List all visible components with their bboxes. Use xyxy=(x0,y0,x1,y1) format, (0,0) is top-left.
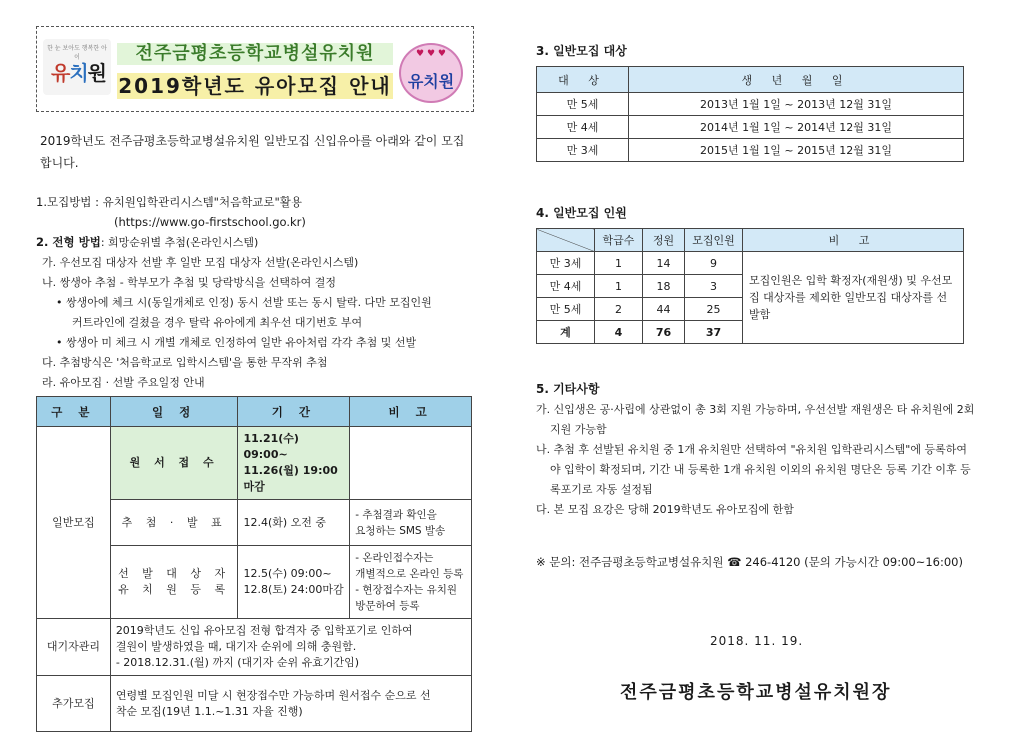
quota-header: 학급수 xyxy=(595,229,643,252)
schedule-table xyxy=(36,396,472,732)
waitlist-label: 대기자관리 xyxy=(37,619,111,676)
logo-tagline: 한 눈 보아도 행복한 아이 xyxy=(47,45,107,61)
quota-header: 모집인원 xyxy=(685,229,743,252)
note-line: 방문하여 등록 xyxy=(355,600,420,612)
lottery-step: 추 첨 · 발 표 xyxy=(110,500,238,546)
capacity-cell: 44 xyxy=(643,298,685,321)
notice-title: 2019학년도 유아모집 안내 xyxy=(118,74,392,98)
age-cell: 만 3세 xyxy=(537,252,595,275)
extra-line: 착순 모집(19년 1.1.~1.31 자율 진행) xyxy=(115,704,303,718)
twins-rule-1-cont: 커트라인에 걸쳤을 경우 탈락 유아에게 최우선 대기번호 부여 xyxy=(72,316,363,329)
class-count-cell: 1 xyxy=(595,252,643,275)
note-line: - 현장접수자는 유치원 xyxy=(355,584,458,596)
recruit-count-cell: 9 xyxy=(685,252,743,275)
step-line: 선 발 대 상 자 xyxy=(118,567,231,580)
schedule-header: 일 정 xyxy=(110,397,238,427)
general-group-cell: 일반모집 xyxy=(37,427,111,619)
waitlist-line: - 2018.12.31.(월) 까지 (대기자 순위 유효기간임) xyxy=(115,656,360,669)
waitlist-content xyxy=(110,619,471,676)
age-cell: 만 3세 xyxy=(537,139,629,162)
waitlist-line: 2019학년도 신입 유아모집 전형 합격자 중 입학포기로 인하여 xyxy=(115,624,413,637)
logo-right-label: 유치원 xyxy=(407,72,455,91)
birth-range-cell: 2015년 1월 1일 ~ 2015년 12월 31일 xyxy=(629,139,964,162)
table-row xyxy=(537,252,964,275)
recruit-count-cell: 25 xyxy=(685,298,743,321)
quota-header-row xyxy=(537,229,964,252)
table-row xyxy=(537,116,964,139)
recruit-method xyxy=(36,192,432,393)
registration-period xyxy=(238,546,350,619)
birth-range-cell: 2014년 1월 1일 ~ 2014년 12월 31일 xyxy=(629,116,964,139)
etc-item-c: 다. 본 모집 요강은 당해 2019학년도 유아모집에 한함 xyxy=(536,503,794,516)
schedule-header-row xyxy=(37,397,472,427)
period-end: 12.8(토) 24:00마감 xyxy=(243,583,344,596)
total-label-cell: 계 xyxy=(537,321,595,344)
application-note xyxy=(350,427,472,500)
age-cell: 만 4세 xyxy=(537,116,629,139)
school-title: 전주금평초등학교병설유치원 xyxy=(117,43,393,65)
capacity-cell: 14 xyxy=(643,252,685,275)
quota-header: 비 고 xyxy=(743,229,964,252)
step-line: 유 치 원 등 록 xyxy=(118,583,231,596)
logo-wordmark: 유치원 xyxy=(51,61,106,85)
schedule-header: 구 분 xyxy=(37,397,111,427)
target-header: 대 상 xyxy=(537,67,629,93)
intro-text: 2019학년도 전주금평초등학교병설유치원 일반모집 신입유아를 아래와 같이 모집합니다. xyxy=(40,134,465,170)
left-column xyxy=(36,20,474,720)
twins-rule-1: • 쌍생아에 체크 시(동일개체로 인정) 동시 선발 또는 동시 탈락. 다만 모집인원 xyxy=(56,296,432,309)
age-cell: 만 5세 xyxy=(537,298,595,321)
twins-rule-2: • 쌍생아 미 체크 시 개별 개체로 인정하여 일반 유아처럼 각각 추첨 및 선발 xyxy=(56,336,417,349)
period-end: 11.26(월) 19:00마감 xyxy=(243,464,338,493)
schedule-header: 기 간 xyxy=(238,397,350,427)
extra-label: 추가모집 xyxy=(37,676,111,732)
note-line: 요청하는 SMS 발송 xyxy=(355,524,446,537)
note-line: 개별적으로 온라인 등록 xyxy=(355,568,464,580)
application-step: 원 서 접 수 xyxy=(110,427,238,500)
selection-text: : 희망순위별 추첨(온라인시스템) xyxy=(100,236,259,249)
method-item-d: 라. 유아모집 · 선발 주요일정 안내 xyxy=(42,376,205,389)
method-item-b: 나. 쌍생아 추첨 - 학부모가 추첨 및 당락방식을 선택하여 결정 xyxy=(42,276,336,289)
period-start: 12.5(수) 09:00~ xyxy=(243,567,332,580)
table-row xyxy=(37,676,472,732)
principal-signature: 전주금평초등학교병설유치원장 xyxy=(620,682,892,703)
note-line: - 추첨결과 확인을 xyxy=(355,508,437,521)
method-item-a: 가. 우선모집 대상자 선발 후 일반 모집 대상자 선발(온라인시스템) xyxy=(42,256,359,269)
system-url: (https://www.go-firstschool.go.kr) xyxy=(114,215,306,229)
header-banner xyxy=(36,26,474,112)
contact-line: ※ 문의: 전주금평초등학교병설유치원 ☎ 246-4120 (문의 가능시간 09:00~16:00) xyxy=(536,555,963,569)
table-row xyxy=(37,427,472,500)
class-count-cell: 1 xyxy=(595,275,643,298)
quota-header: 정원 xyxy=(643,229,685,252)
quota-heading: 4. 일반모집 인원 xyxy=(536,206,627,220)
right-column xyxy=(530,20,985,720)
diagonal-corner-cell xyxy=(537,229,595,252)
period-start: 11.21(수) 09:00~ xyxy=(243,432,299,461)
quota-note: 모집인원은 입학 확정자(재원생) 및 우선모집 대상자를 제외한 일반모집 대상자를 선발함 xyxy=(743,252,964,344)
target-table xyxy=(536,66,964,162)
extra-content xyxy=(110,676,471,732)
age-cell: 만 5세 xyxy=(537,93,629,116)
etc-heading: 5. 기타사항 xyxy=(536,382,600,396)
note-line: - 온라인접수자는 xyxy=(355,552,434,564)
selection-label: 2. 전형 방법 xyxy=(36,235,101,249)
table-row xyxy=(37,619,472,676)
target-header-row xyxy=(537,67,964,93)
class-count-cell: 2 xyxy=(595,298,643,321)
lottery-period: 12.4(화) 오전 중 xyxy=(238,500,350,546)
method-line: 1.모집방법 : 유치원입학관리시스템"처음학교로"활용 xyxy=(36,195,303,209)
target-header: 생 년 월 일 xyxy=(629,67,964,93)
target-heading: 3. 일반모집 대상 xyxy=(536,44,627,58)
lottery-note xyxy=(350,500,472,546)
kindergarten-logo-left xyxy=(43,39,111,95)
logo-decoration: ♥ ♥ ♥ xyxy=(416,49,446,59)
schedule-header: 비 고 xyxy=(350,397,472,427)
notice-date: 2018. 11. 19. xyxy=(710,634,804,648)
registration-note xyxy=(350,546,472,619)
registration-step xyxy=(110,546,238,619)
kindergarten-logo-right xyxy=(399,43,463,103)
method-item-c: 다. 추첨방식은 '처음학교로 입학시스템'을 통한 무작위 추첨 xyxy=(42,356,328,369)
etc-item-b: 나. 추첨 후 선발된 유치원 중 1개 유치원만 선택하여 "유치원 입학관리시스템"에 등록하여야 입학이 확정되며, 기간 내 등록한 1개 유치원 이외의 유치원 명단은 등록 기간 이후 등록포기로 자동 설정됨 xyxy=(536,443,971,496)
capacity-cell: 18 xyxy=(643,275,685,298)
age-cell: 만 4세 xyxy=(537,275,595,298)
recruit-count-cell: 37 xyxy=(685,321,743,344)
etc-item-a: 가. 신입생은 공·사립에 상관없이 총 3회 지원 가능하며, 우선선발 재원생은 타 유치원에 2회 지원 가능함 xyxy=(536,403,975,436)
etc-section xyxy=(536,400,976,520)
table-row xyxy=(537,93,964,116)
waitlist-line: 결원이 발생하였을 때, 대기자 순위에 의해 충원함. xyxy=(115,640,357,653)
recruit-count-cell: 3 xyxy=(685,275,743,298)
quota-table xyxy=(536,228,964,344)
application-period xyxy=(238,427,350,500)
table-row xyxy=(537,139,964,162)
capacity-cell: 76 xyxy=(643,321,685,344)
birth-range-cell: 2013년 1월 1일 ~ 2013년 12월 31일 xyxy=(629,93,964,116)
extra-line: 연령별 모집인원 미달 시 현장접수만 가능하며 원서접수 순으로 선 xyxy=(115,688,431,702)
class-count-cell: 4 xyxy=(595,321,643,344)
